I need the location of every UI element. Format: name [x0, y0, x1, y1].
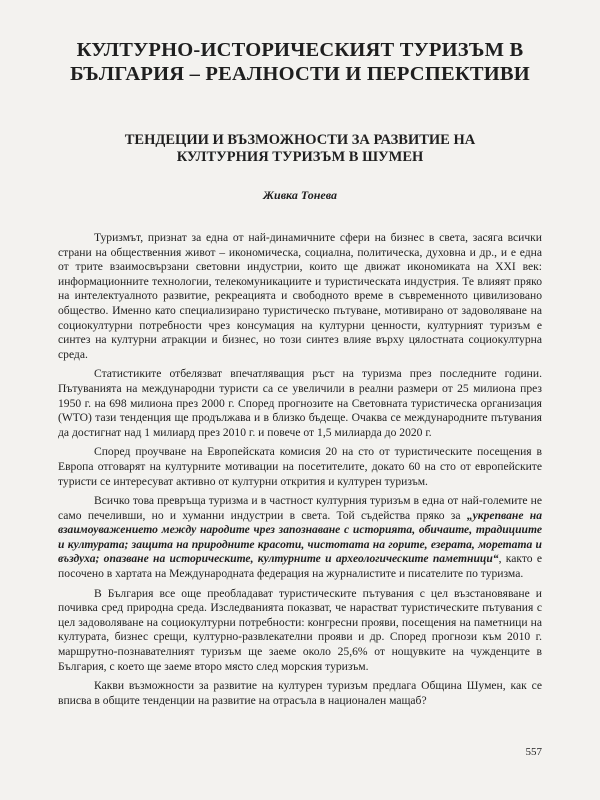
paragraph-1: Туризмът, признат за една от най-динамичните сфери на бизнес в света, засяга всички страни на общественния живот – икономическа, социална, политическа, духовна и др., и е една от трите взаимосвързани световни индустрии, които ще движат икономиката на XXI век: информационните технологии, телекомуникациите и туристическата индустрия. Те влияят пряко на интелектуалното развитие, рекреацията и свободното време в съвременното цивилизовано общество. Именно като специализирано туристическо пътуване, мотивирано от задоволяване на социокултурни потребности чрез консумация на културни ценности, културният туризъм е синтез на културни атракции и бизнес, но този синтез влияе върху цялостната социокултурна среда. [58, 231, 542, 361]
paragraph-4-start: Всичко това превръща туризма и в частност културния туризъм в една от най-големите не само печеливши, но и хуманни индустрии в света. Той съдейства пряко за [58, 494, 542, 522]
article-body [58, 231, 542, 708]
article-title-line1: ТЕНДЕЦИИ И ВЪЗМОЖНОСТИ ЗА РАЗВИТИЕ НА [124, 132, 476, 148]
charter-quote: „укрепване на взаимоуважението между народите чрез запознаване с историята, обичаите, традициите и културата; защита на природните красоти, чистотата на горите, езерата, моретата и въздуха; опазване на историческите, културните и археологическите паметници“ [58, 508, 543, 566]
paragraph-5: В България все още преобладават туристическите пътувания с цел възстановяване и почивка сред природна среда. Изследванията показват, че нарастват туристическите пътувания с цел задоволяване на социокултурни потребности: конгресни прояви, посещения на паметници на културата, бизнес срещи, културно-развлекателни прояви и др. Според прогнози към 2010 г. маршрутно-познавателният туризъм ще заеме около 25,6% от нощувките на чужденците в България, с което ще заеме второ място след морския туризъм. [58, 586, 542, 673]
series-title-line2: БЪЛГАРИЯ – РЕАЛНОСТИ И ПЕРСПЕКТИВИ [70, 63, 530, 85]
paragraph-6: Какви възможности за развитие на културен туризъм предлага Община Шумен, как се вписва в общите тенденции на развитие на отрасъла в национален мащаб? [58, 679, 542, 707]
series-title-line1: КУЛТУРНО-ИСТОРИЧЕСКИЯТ ТУРИЗЪМ В [76, 39, 524, 61]
author-name: Живка Тонева [263, 188, 337, 202]
paragraph-4-end: , както е посочено в хартата на Международната федерация на журналистите и писателите по туризма. [58, 552, 542, 581]
series-title [58, 38, 542, 86]
paragraph-4 [58, 494, 542, 582]
article-title-line2: КУЛТУРНИЯ ТУРИЗЪМ В ШУМЕН [176, 149, 424, 165]
page-number: 557 [525, 746, 542, 758]
paragraph-2: Статистиките отбелязват впечатляващия ръст на туризма през последните години. Пътуванията на международни туристи са се увеличили в реални размери от 25 милиона през 1950 г. на 698 милиона през 2000 г. Според прогнозите на Световната туристическа организация (WTO) тази тенденция ще продължава и в близко бъдеще. Очаква се международните пътувания да достигнат над 1 милиард през 2010 г. и повече от 1,5 милиарда до 2020 г. [58, 367, 542, 439]
article-title [58, 132, 542, 166]
paragraph-3: Според проучване на Европейската комисия 20 на сто от туристическите посещения в Европа отговарят на културните мотивации на посетителите, докато 60 на сто от европейските туристи се интересуват активно от културни открития и културен туризъм. [58, 445, 542, 488]
